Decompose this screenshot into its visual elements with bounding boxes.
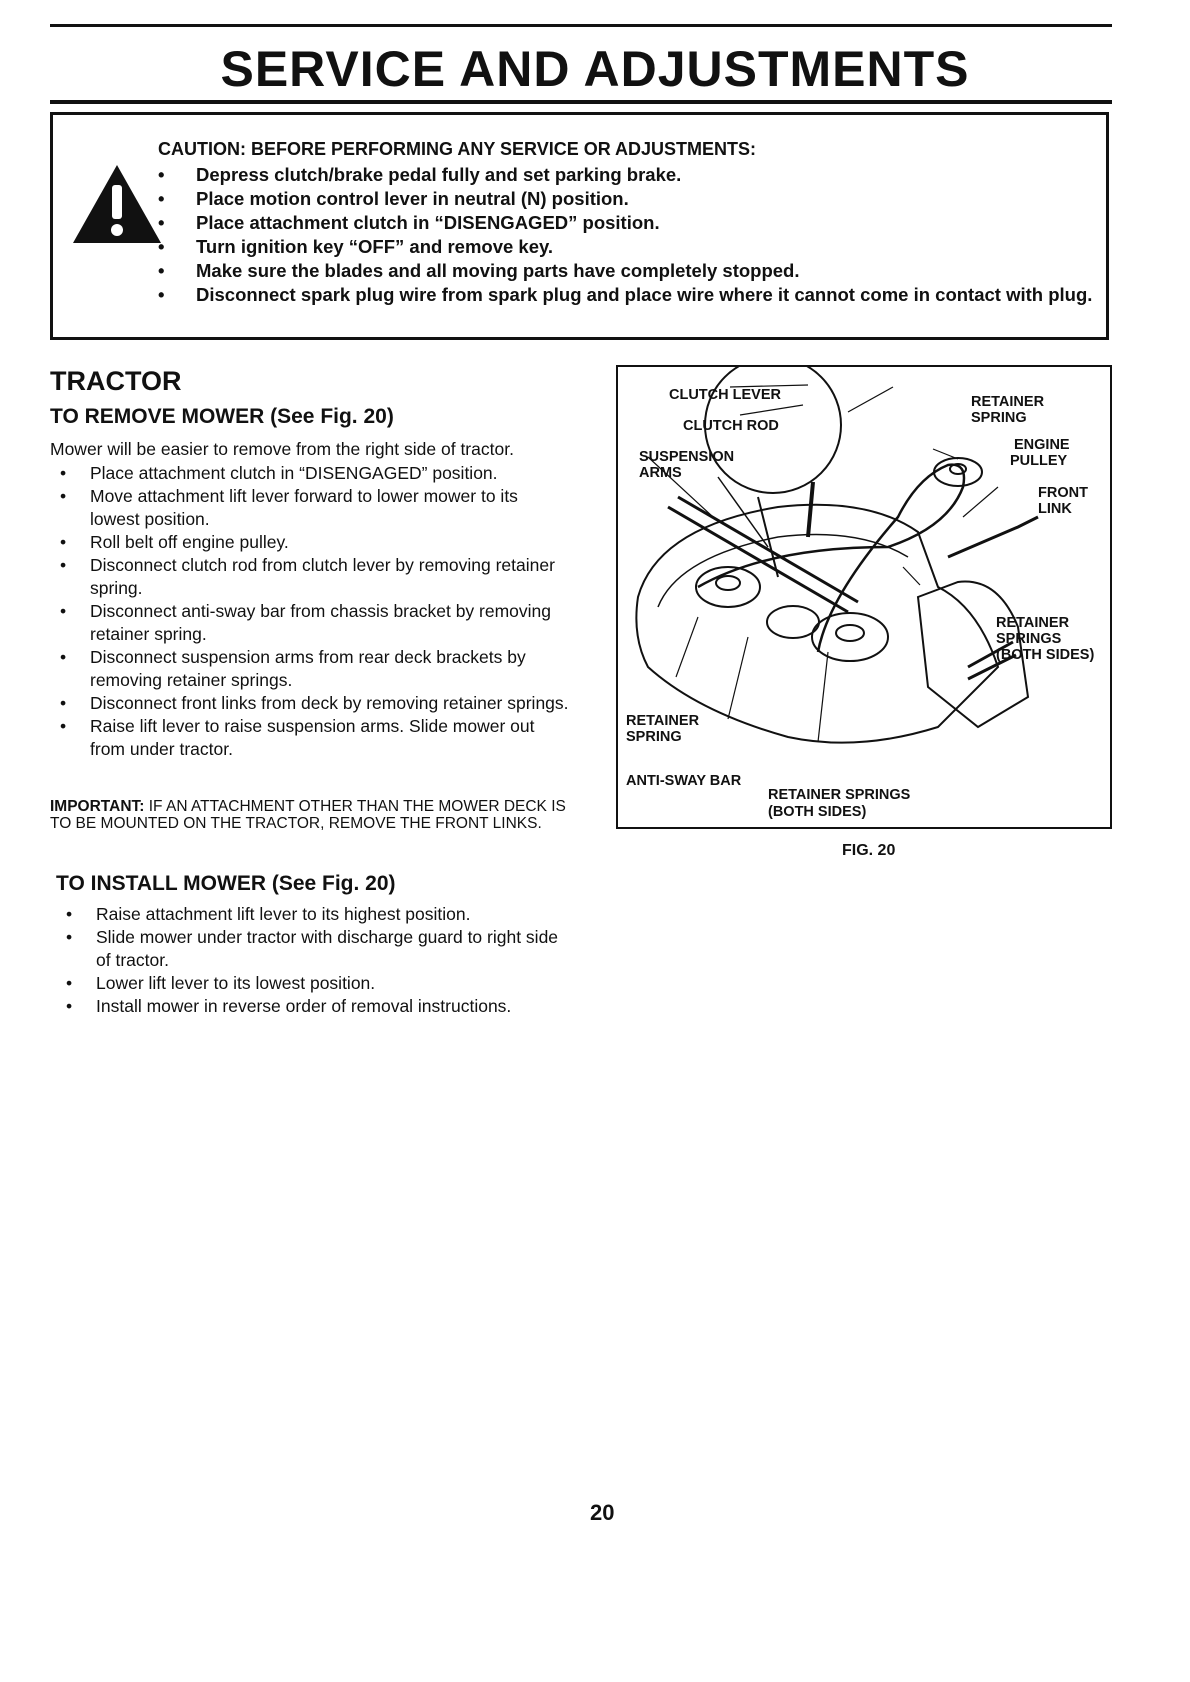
list-item: • Disconnect suspension arms from rear deck brackets by removing retainer springs. (50, 646, 570, 692)
caution-item: • Make sure the blades and all moving parts have completely stopped. (158, 259, 1096, 283)
caution-item: • Turn ignition key “OFF” and remove key. (158, 235, 1096, 259)
caution-box (50, 112, 1109, 340)
remove-intro: Mower will be easier to remove from the right side of tractor. (50, 439, 514, 459)
list-item: • Disconnect clutch rod from clutch lever by removing retainer spring. (50, 554, 570, 600)
page-title: SERVICE AND ADJUSTMENTS (220, 41, 970, 97)
install-mower-heading: TO INSTALL MOWER (See Fig. 20) (56, 872, 396, 895)
label-front-link: FRONT (1038, 485, 1088, 501)
caution-item: • Place motion control lever in neutral (N) position. (158, 187, 1096, 211)
label-retainer-spring: RETAINER (971, 394, 1045, 410)
list-item: • Lower lift lever to its lowest position. (56, 972, 576, 995)
list-item: • Raise lift lever to raise suspension arms. Slide mower out from under tractor. (50, 715, 570, 761)
warning-triangle-icon (71, 163, 163, 245)
label-engine-pulley: ENGINE (1014, 437, 1070, 453)
list-item: • Place attachment clutch in “DISENGAGED” position. (50, 462, 570, 485)
caution-item: • Disconnect spark plug wire from spark plug and place wire where it cannot come in contact with plug. (158, 283, 1096, 307)
list-item: • Disconnect anti-sway bar from chassis bracket by removing retainer spring. (50, 600, 570, 646)
list-item: • Install mower in reverse order of removal instructions. (56, 995, 576, 1018)
caution-text (158, 137, 1096, 307)
caution-heading: CAUTION: BEFORE PERFORMING ANY SERVICE OR ADJUSTMENTS: (158, 139, 757, 159)
tractor-heading: TRACTOR (50, 366, 182, 396)
list-item: • Disconnect front links from deck by removing retainer springs. (50, 692, 570, 715)
label-clutch-lever: CLUTCH LEVER (669, 387, 781, 403)
list-item: • Move attachment lift lever forward to lower mower to its lowest position. (50, 485, 570, 531)
label-anti-sway-bar: ANTI-SWAY BAR (626, 773, 742, 789)
caution-item: • Depress clutch/brake pedal fully and set parking brake. (158, 163, 1096, 187)
list-item: • Raise attachment lift lever to its highest position. (56, 903, 576, 926)
label-retainer-springs: RETAINER (996, 615, 1070, 631)
caution-list (158, 163, 1096, 307)
label-suspension-arms: ARMS (639, 465, 682, 481)
label-retainer-springs: (BOTH SIDES) (996, 647, 1095, 663)
label-retainer-springs: RETAINER SPRINGS (768, 787, 911, 803)
label-retainer-spring: SPRING (626, 729, 682, 745)
important-note (50, 798, 570, 832)
title-underline (50, 100, 1112, 104)
label-clutch-rod: CLUTCH ROD (683, 418, 779, 434)
remove-mower-heading: TO REMOVE MOWER (See Fig. 20) (50, 405, 394, 428)
caution-item: • Place attachment clutch in “DISENGAGED” position. (158, 211, 1096, 235)
label-engine-pulley: PULLEY (1010, 453, 1068, 469)
important-label: IMPORTANT: (50, 798, 145, 815)
label-front-link: LINK (1038, 501, 1072, 517)
list-item: • Slide mower under tractor with discharge guard to right side of tractor. (56, 926, 576, 972)
important-text: IF AN ATTACHMENT OTHER THAN THE MOWER DECK IS TO BE MOUNTED ON THE TRACTOR, REMOVE THE FRONT LINKS. (50, 798, 566, 832)
label-retainer-spring: SPRING (971, 410, 1027, 426)
top-rule (50, 24, 1112, 27)
figure-caption: FIG. 20 (842, 842, 896, 859)
page-number: 20 (590, 1500, 615, 1525)
label-retainer-springs: (BOTH SIDES) (768, 804, 867, 820)
install-steps-list (56, 903, 576, 1018)
list-item: • Roll belt off engine pulley. (50, 531, 570, 554)
label-retainer-spring: RETAINER (626, 713, 700, 729)
label-retainer-springs: SPRINGS (996, 631, 1062, 647)
label-suspension-arms: SUSPENSION (639, 449, 735, 465)
remove-steps-list (50, 462, 570, 761)
figure-20 (616, 365, 1112, 829)
